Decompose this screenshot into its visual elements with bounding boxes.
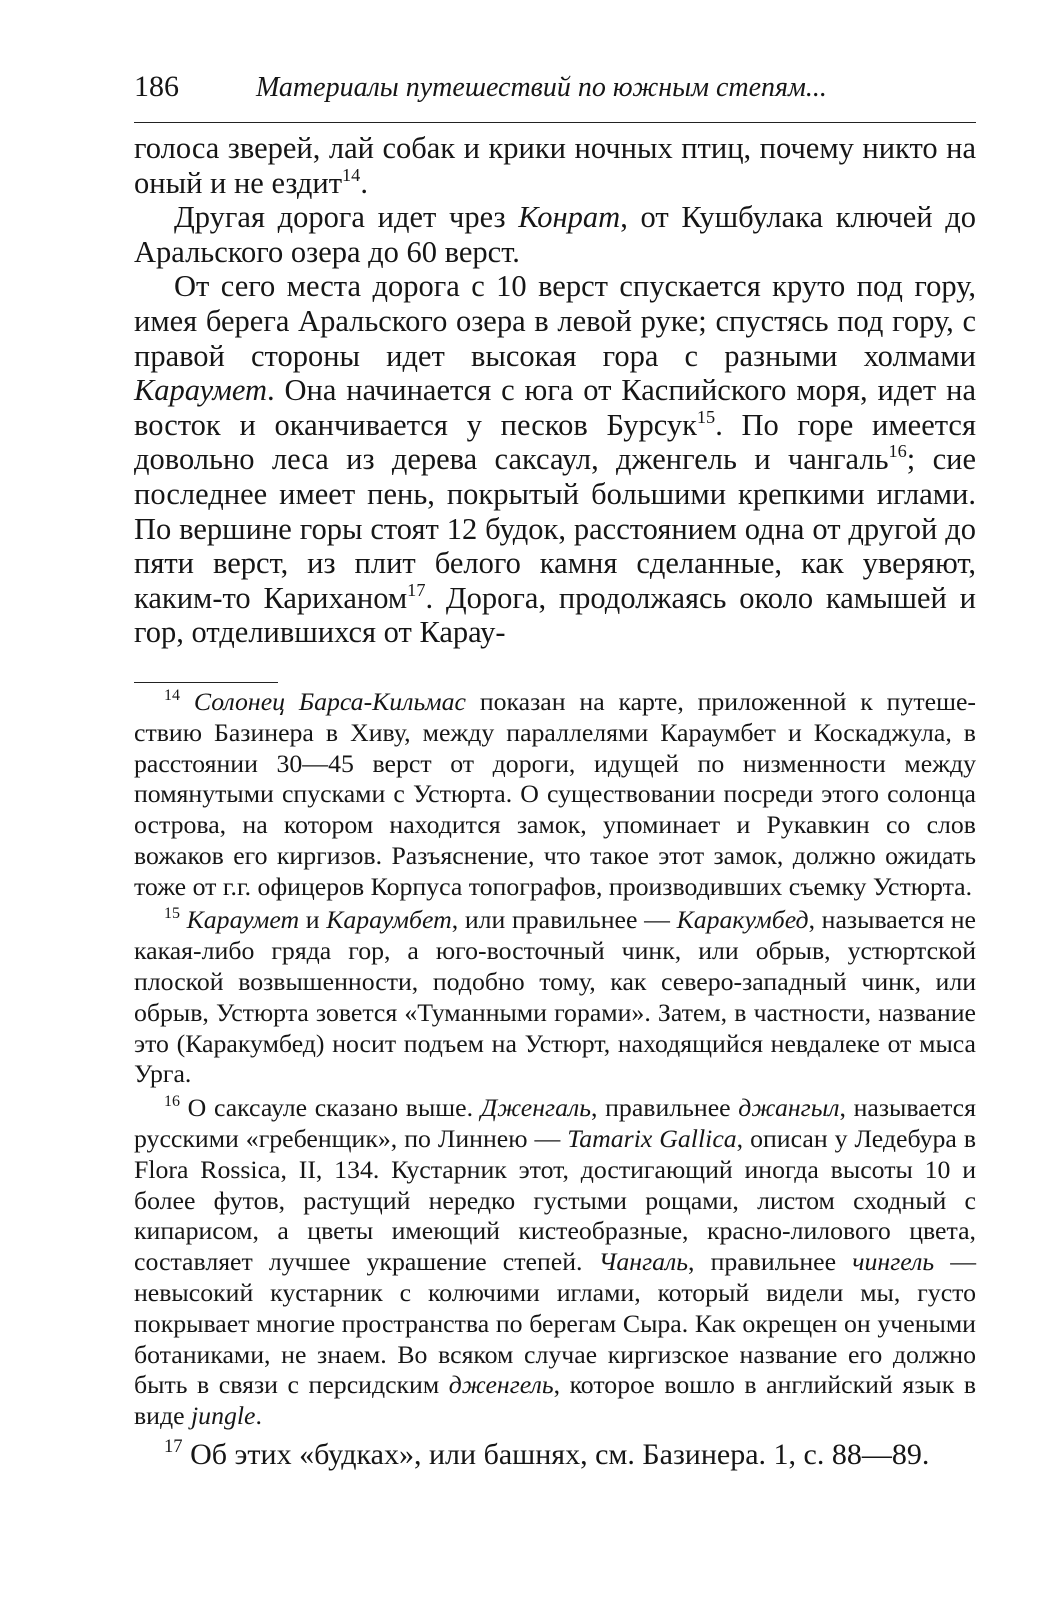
book-page [134, 70, 976, 1475]
footnote-mark: 17 [164, 1436, 183, 1458]
main-text [134, 131, 976, 650]
italic-term: дженгель [448, 1370, 554, 1400]
italic-term: Караумбет [326, 905, 452, 935]
footnote-mark: 15 [164, 905, 180, 923]
running-title: Материалы путешествий по южным степям... [256, 72, 827, 103]
footnote-17: $^{17}$ Об этих «будках», или башнях, см. Базинера. 1, с. 88—89. [164, 1436, 930, 1472]
running-header [134, 70, 976, 123]
italic-term: джангыл [738, 1093, 840, 1123]
italic-term: Солонец Барса-Кильмас [193, 686, 466, 716]
footnote-15: $^{15}$ Караумет и Караумбет, или правильнее — Каракумбед, называется не какая-либо гряда гор, а юго-восточный чинк, или обрыв, устюртской плоской возвышенности, подобно тому, как северо-западный чинк, или обрыв, Устюрта зовется «Туманными горами». Затем, в частности, название это (Каракумбед) носит подъем на Устюрт, находящийся невдалеке от мыса Урга. [134, 905, 976, 1089]
italic-term: Караумет [134, 373, 268, 408]
footnote-mark: 16 [164, 1092, 180, 1110]
italic-term: Чангаль [598, 1247, 689, 1277]
italic-term: Tamarix Gallica [567, 1124, 737, 1154]
footnote-mark: 14 [342, 164, 361, 185]
paragraph-continuation: голоса зверей, лай собак и крики ночных птиц, почему никто на оный и не ездит$^{14}$. [134, 131, 976, 200]
footnote-mark: 16 [888, 441, 907, 462]
paragraph-road-descent: От сего места дорога с 10 верст спускается круто под гору, имея берега Аральского озера в левой руке; спустясь под гору, с правой стороны идет высокая гора с разными холмами Караумет. Она начинается с юга от Каспийского моря, идет на восток и оканчивается у песков Бурсук$^{15}$. По горе имеется довольно леса из дерева саксаул, дженгель и чангаль$^{16}$; сие последнее имеет пень, покрытый большими крепкими иглами. По вершине горы стоят 12 будок, расстоянием одна от другой до пяти верст, из плит белого камня сделанные, как уверяют, каким-то Кариханом$^{17}$. Дорога, продолжаясь около камышей и гор, отделившихся от Карау- [134, 269, 976, 650]
italic-term: Каракумбед [676, 905, 809, 935]
italic-term: Дженгаль [480, 1093, 591, 1123]
footnote-mark: 14 [164, 686, 180, 704]
footnote-14: $^{14}$ Солонец Барса-Кильмас показан на карте, приложенной к путешествию Базинера в Хиву, между параллелями Караумбет и Коскаджула, в расстоянии 30—45 верст от дороги, идущей по низменности между помянутыми спусками с Устюрта. О существовании посреди этого солонца острова, на котором находится замок, упоминает и Рукавкин со слов вожаков его киргизов. Разъяснение, что такое этот замок, должно ожидать тоже от г.г. офицеров Корпуса топографов, производивших съемку Устюрта. [134, 686, 976, 901]
page-number: 186 [134, 70, 179, 103]
footnote-separator [134, 682, 278, 683]
italic-term: jungle [191, 1401, 256, 1431]
footnote-mark: 15 [696, 406, 716, 427]
italic-term: Конрат [518, 200, 621, 235]
italic-term: Караумет [186, 905, 300, 935]
footnote-mark: 17 [407, 579, 426, 600]
footnotes [134, 687, 976, 1472]
paragraph-road-konrat: Другая дорога идет чрез Конрат, от Кушбулака ключей до Аральского озера до 60 верст. [134, 200, 976, 269]
footnote-16: $^{16}$ О саксауле сказано выше. Дженгаль, правильнее джангыл, называется русскими «гребенщик», по Линнею — Tamarix Gallica, описан у Ледебура в Flora Rossica, II, 134. Кустарник этот, достигающий иногда высоты 10 и более футов, растущий нередко густыми рощами, листом сходный с кипарисом, а цветы имеющий кистеобразные, красно-лилового цвета, составляет лучшее украшение степей. Чангаль, правильнее чингель — невысокий кустарник с колючими иглами, который видели мы, густо покрывает многие пространства по берегам Сыра. Как окрещен он учеными ботаниками, не знаем. Во всяком случае киргизское название его должно быть в связи с персидским дженгель, которое вошло в английский язык в виде jungle. [134, 1092, 977, 1431]
italic-term: чингель [852, 1247, 935, 1277]
